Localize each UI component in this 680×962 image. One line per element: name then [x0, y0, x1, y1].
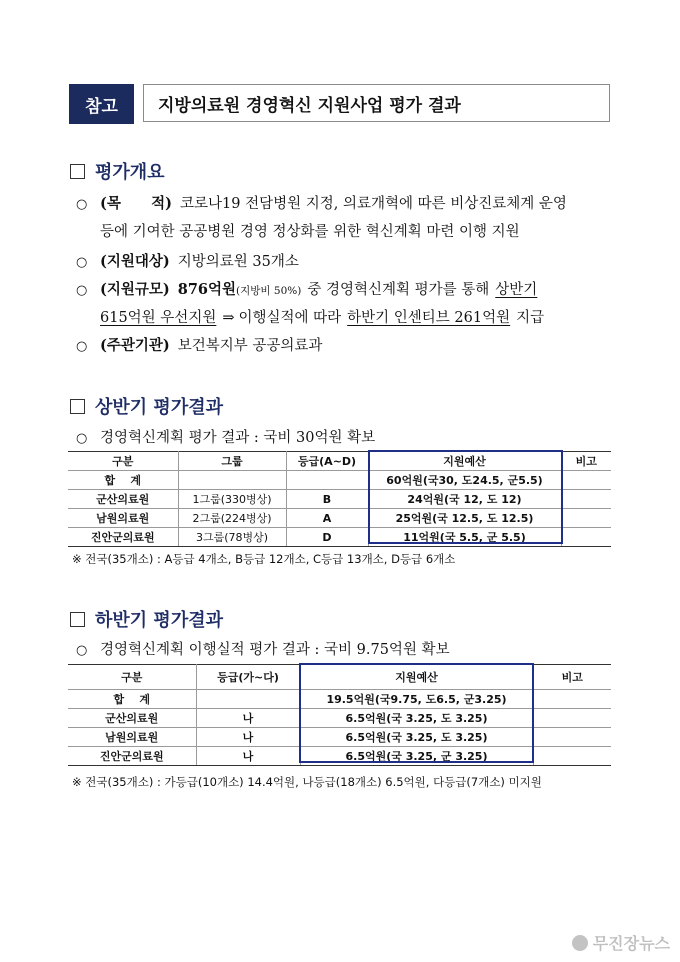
circle-bullet-icon: ○	[76, 255, 88, 270]
agency-label: (주관기관)	[100, 337, 170, 354]
table-row	[68, 471, 611, 490]
purpose-line	[76, 192, 616, 213]
table-cell	[561, 471, 611, 490]
circle-bullet-icon: ○	[76, 431, 88, 446]
table-cell: A	[286, 509, 368, 528]
table-cell: 2그룹(224병상)	[178, 509, 286, 528]
circle-bullet-icon: ○	[76, 339, 88, 354]
table-cell: 나	[196, 747, 300, 766]
second-half-heading	[70, 606, 223, 632]
col-header: 지원예산	[300, 665, 533, 690]
col-header: 그룹	[178, 452, 286, 471]
table-cell: 60억원(국30, 도24.5, 군5.5)	[368, 471, 561, 490]
table-cell: 남원의료원	[68, 509, 178, 528]
table-cell	[561, 528, 611, 547]
checkbox-square-icon	[70, 399, 85, 414]
table-row	[68, 490, 611, 509]
scale-first-half: 상반기	[495, 282, 538, 298]
scale-first-half-amount: 615억원 우선지원	[100, 310, 217, 326]
scale-mid-2: 이행실적에 따라	[238, 310, 342, 326]
table-cell	[561, 509, 611, 528]
table-cell: 군산의료원	[68, 709, 196, 728]
first-half-table	[68, 451, 611, 547]
table-header-row	[68, 452, 611, 471]
table-cell: 1그룹(330병상)	[178, 490, 286, 509]
col-header: 구분	[68, 665, 196, 690]
table-cell: 6.5억원(국 3.25, 도 3.25)	[300, 728, 533, 747]
table-cell	[196, 690, 300, 709]
page-title: 지방의료원 경영혁신 지원사업 평가 결과	[143, 84, 610, 122]
table-row	[68, 690, 611, 709]
table-cell: 25억원(국 12.5, 도 12.5)	[368, 509, 561, 528]
purpose-line-2	[100, 220, 520, 241]
table-cell	[533, 747, 611, 766]
second-half-note: ※ 전국(35개소) : 가등급(10개소) 14.4억원, 나등급(18개소) 6.5억원, 다등급(7개소) 미지원	[72, 775, 542, 789]
circle-bullet-icon: ○	[76, 643, 88, 658]
first-half-sub	[76, 426, 375, 447]
target-line	[76, 250, 299, 271]
purpose-label: (목 적)	[100, 195, 173, 212]
agency-text: 보건복지부 공공의료과	[177, 338, 323, 354]
table-cell	[533, 690, 611, 709]
table-cell: 24억원(국 12, 도 12)	[368, 490, 561, 509]
first-half-sub-text: 경영혁신계획 평가 결과 : 국비 30억원 확보	[100, 430, 376, 446]
table-cell: 나	[196, 709, 300, 728]
table-cell: 진안군의료원	[68, 747, 196, 766]
watermark-icon	[572, 935, 588, 951]
table-cell: 합 계	[68, 690, 196, 709]
table-cell: 나	[196, 728, 300, 747]
table-row	[68, 709, 611, 728]
table-cell: 진안군의료원	[68, 528, 178, 547]
table-cell: 6.5억원(국 3.25, 도 3.25)	[300, 709, 533, 728]
table-row	[68, 528, 611, 547]
checkbox-square-icon	[70, 612, 85, 627]
table-row	[68, 728, 611, 747]
first-half-heading-text: 상반기 평가결과	[95, 397, 223, 418]
table-cell: 합 계	[68, 471, 178, 490]
table-cell: 19.5억원(국9.75, 도6.5, 군3.25)	[300, 690, 533, 709]
scale-note: (지방비 50%)	[236, 285, 302, 297]
scale-second-half: 하반기 인센티브 261억원	[347, 310, 511, 326]
target-label: (지원대상)	[100, 253, 170, 270]
overview-heading	[70, 158, 165, 184]
table-cell: 11억원(국 5.5, 군 5.5)	[368, 528, 561, 547]
table-row	[68, 509, 611, 528]
purpose-text-2: 등에 기여한 공공병원 경영 정상화를 위한 혁신계획 마련 이행 지원	[100, 224, 520, 240]
table-cell	[561, 490, 611, 509]
circle-bullet-icon: ○	[76, 197, 88, 212]
col-header: 지원예산	[368, 452, 561, 471]
second-half-heading-text: 하반기 평가결과	[95, 610, 223, 631]
circle-bullet-icon: ○	[76, 283, 88, 298]
scale-line-2	[100, 306, 544, 327]
second-half-sub-text: 경영혁신계획 이행실적 평가 결과 : 국비 9.75억원 확보	[100, 642, 450, 658]
table-cell: B	[286, 490, 368, 509]
second-half-sub	[76, 638, 450, 659]
scale-mid: 중 경영혁신계획 평가를 통해	[307, 282, 490, 298]
purpose-text: 코로나19 전담병원 지정, 의료개혁에 따른 비상진료체계 운영	[180, 196, 567, 212]
table-cell: 남원의료원	[68, 728, 196, 747]
table-cell	[286, 471, 368, 490]
reference-tag: 참고	[69, 84, 134, 124]
arrow-icon: ⇒	[222, 310, 235, 326]
agency-line	[76, 334, 322, 355]
first-half-note: ※ 전국(35개소) : A등급 4개소, B등급 12개소, C등급 13개소, D등급 6개소	[72, 552, 456, 566]
table-cell: 군산의료원	[68, 490, 178, 509]
second-half-table	[68, 664, 611, 766]
col-header: 등급(가~다)	[196, 665, 300, 690]
overview-heading-text: 평가개요	[95, 162, 165, 183]
table-cell: D	[286, 528, 368, 547]
table-cell: 6.5억원(국 3.25, 군 3.25)	[300, 747, 533, 766]
col-header: 비고	[533, 665, 611, 690]
col-header: 등급(A~D)	[286, 452, 368, 471]
watermark-text: 무진장뉴스	[592, 934, 670, 953]
table-row	[68, 747, 611, 766]
checkbox-square-icon	[70, 164, 85, 179]
scale-line	[76, 278, 537, 299]
scale-end: 지급	[516, 310, 545, 326]
col-header: 비고	[561, 452, 611, 471]
table-cell: 3그룹(78병상)	[178, 528, 286, 547]
first-half-heading	[70, 393, 223, 419]
target-text: 지방의료원 35개소	[177, 254, 299, 270]
scale-label: (지원규모)	[100, 281, 170, 298]
scale-amount: 876억원	[177, 281, 237, 298]
table-cell	[533, 709, 611, 728]
table-cell	[178, 471, 286, 490]
table-cell	[533, 728, 611, 747]
watermark-logo	[572, 931, 670, 954]
col-header: 구분	[68, 452, 178, 471]
table-header-row	[68, 665, 611, 690]
